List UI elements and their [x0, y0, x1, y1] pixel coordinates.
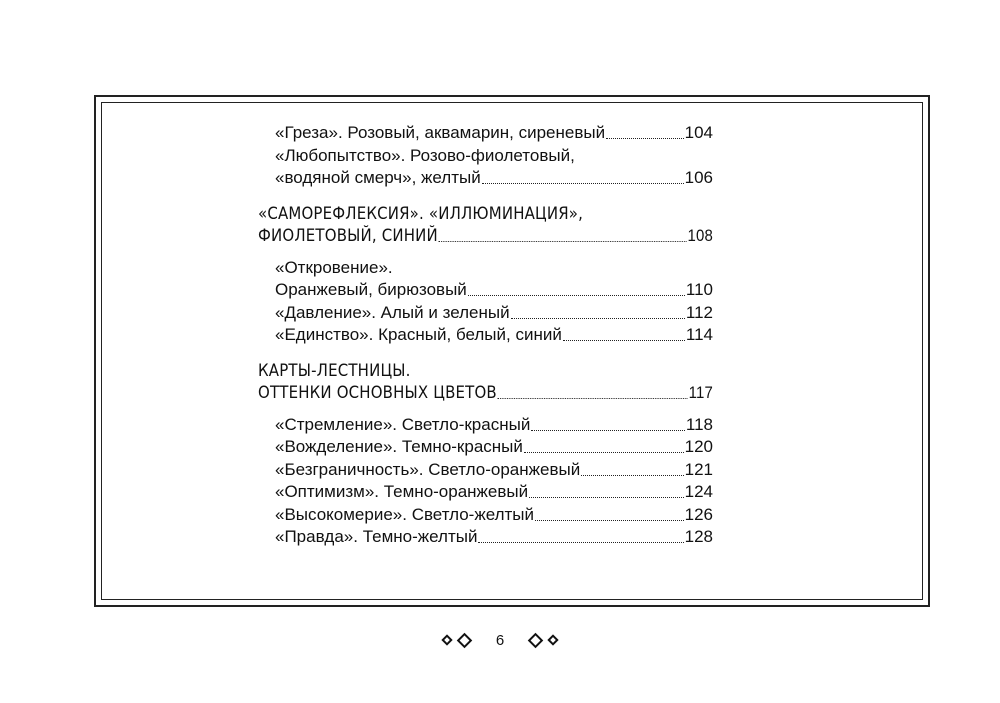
toc-entry[interactable]	[258, 122, 713, 145]
page-footer	[0, 628, 1000, 652]
toc-entry-title: «водяной смерч», желтый	[275, 168, 481, 187]
toc-dot-leader	[498, 382, 688, 399]
toc-dot-leader	[439, 225, 687, 242]
toc-dot-leader	[524, 436, 684, 453]
toc-entry-title: «Любопытство». Розово-фиолетовый,	[275, 145, 575, 165]
toc-entry-page: 128	[684, 527, 713, 546]
toc-entry-title: «Стремление». Светло-красный	[275, 414, 531, 434]
toc-entry-page: 126	[684, 504, 713, 524]
toc-section-heading[interactable]	[258, 225, 713, 248]
toc-section-heading[interactable]	[258, 203, 713, 226]
diamond-ornament-icon	[548, 634, 559, 645]
toc-section-title-line2: ФИОЛЕТОВЫЙ, СИНИЙ	[258, 226, 438, 246]
toc-entry[interactable]	[258, 481, 713, 504]
toc-section-heading[interactable]	[258, 382, 713, 405]
toc-entry-page: 112	[685, 302, 713, 322]
toc-dot-leader	[606, 122, 684, 139]
diamond-ornament-icon	[528, 632, 544, 648]
toc-section-page: 108	[687, 226, 713, 245]
toc-entry[interactable]	[258, 257, 713, 280]
toc-section-page: 117	[688, 383, 713, 402]
toc-entry-title: «Высокомерие». Светло-желтый	[275, 504, 535, 524]
toc-section-title-line1: КАРТЫ-ЛЕСТНИЦЫ.	[258, 360, 411, 381]
toc-dot-leader	[529, 481, 683, 498]
diamond-ornament-icon	[457, 632, 473, 648]
toc-entry-title: «Безграничность». Светло-оранжевый	[275, 459, 581, 479]
diamond-ornament-icon	[441, 634, 452, 645]
toc-entry[interactable]	[258, 167, 713, 190]
toc-entry-page: 118	[685, 414, 713, 434]
toc-entry[interactable]	[258, 436, 713, 459]
page-number: 6	[495, 631, 505, 649]
toc-entry-title: «Греза». Розовый, аквамарин, сиреневый	[275, 123, 606, 142]
toc-dot-leader	[563, 324, 685, 341]
toc-dot-leader	[478, 526, 683, 543]
toc-dot-leader	[511, 302, 685, 319]
toc-entry-title: Оранжевый, бирюзовый	[275, 280, 467, 299]
toc-entry-page: 104	[684, 123, 713, 142]
toc-entry[interactable]	[258, 302, 713, 325]
toc-entry-page: 120	[684, 437, 713, 456]
toc-entry[interactable]	[258, 526, 713, 549]
toc-entry-title: «Правда». Темно-желтый	[275, 527, 478, 546]
toc-dot-leader	[531, 414, 685, 431]
toc-entry-page: 121	[684, 459, 713, 479]
toc-section-title-line2: ОТТЕНКИ ОСНОВНЫХ ЦВЕТОВ	[258, 383, 497, 403]
toc-entry[interactable]	[258, 414, 713, 437]
toc-entry-title: «Оптимизм». Темно-оранжевый	[275, 482, 529, 501]
toc-entry[interactable]	[258, 145, 713, 168]
toc-entry-title: «Единство». Красный, белый, синий	[275, 325, 562, 344]
toc-entry[interactable]	[258, 324, 713, 347]
toc-dot-leader	[581, 459, 683, 476]
toc-entry[interactable]	[258, 459, 713, 482]
toc-entry[interactable]	[258, 504, 713, 527]
toc-entry-title: «Откровение».	[275, 257, 393, 277]
toc-entry-title: «Давление». Алый и зеленый	[275, 302, 510, 322]
toc-entry-page: 110	[685, 280, 713, 299]
toc-dot-leader	[482, 167, 684, 184]
toc-entry-title: «Вожделение». Темно-красный	[275, 437, 523, 456]
toc-dot-leader	[535, 504, 684, 521]
toc-entry-page: 114	[685, 325, 713, 344]
toc-section-heading[interactable]	[258, 360, 713, 383]
toc-section-title-line1: «САМОРЕФЛЕКСИЯ». «ИЛЛЮМИНАЦИЯ»,	[258, 203, 584, 224]
toc-entry-page: 124	[684, 482, 713, 501]
toc-entry-page: 106	[684, 168, 713, 187]
toc-entry[interactable]	[258, 279, 713, 302]
toc-dot-leader	[468, 279, 685, 296]
table-of-contents	[258, 122, 713, 549]
